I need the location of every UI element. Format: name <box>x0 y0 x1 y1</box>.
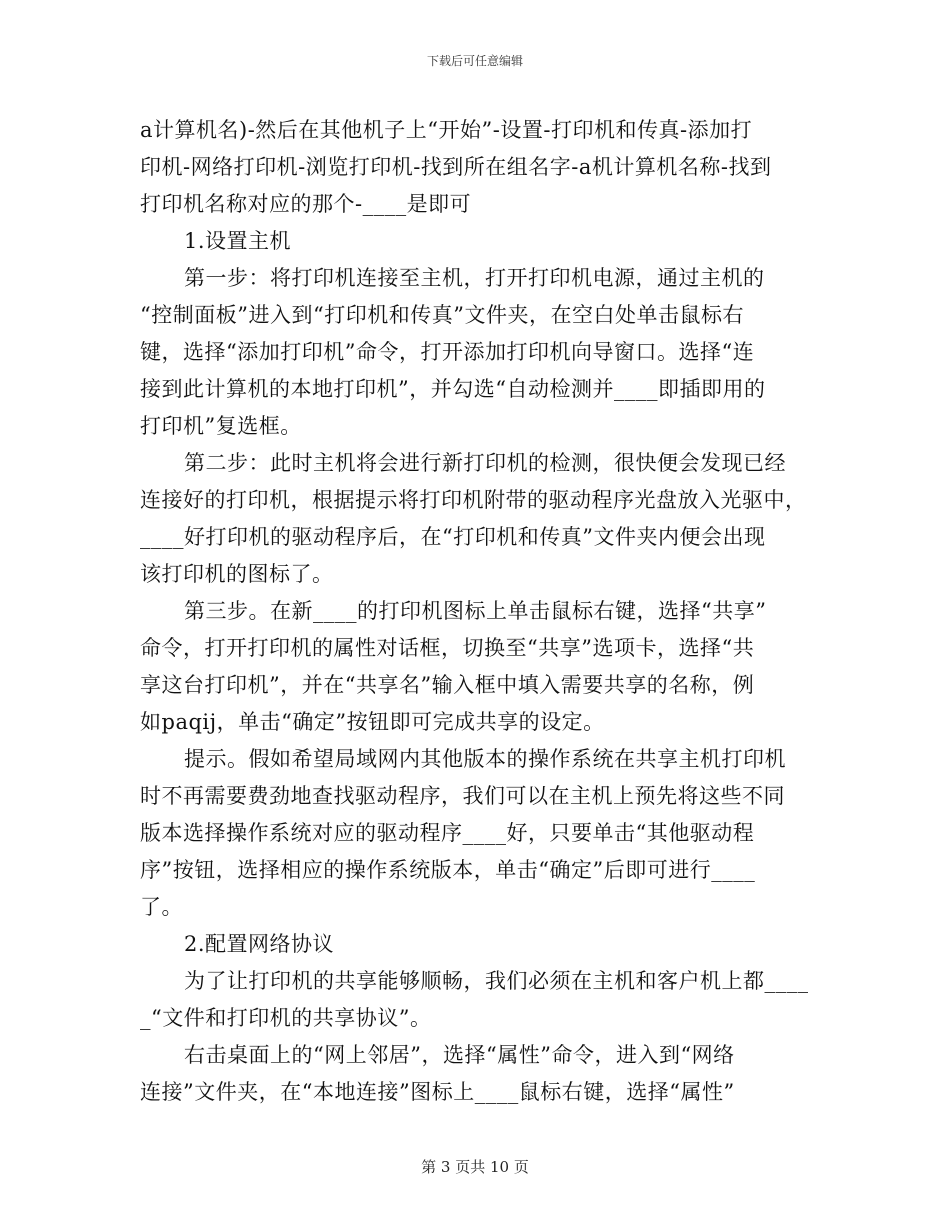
section-heading-1 <box>140 223 820 260</box>
line: 版本选择操作系统对应的驱动程序____好，只要单击“其他驱动程 <box>140 821 755 845</box>
line: 接到此计算机的本地打印机”，并勾选“自动检测并____即插即用的 <box>140 377 766 401</box>
line: 享这台打印机”，并在“共享名”输入框中填入需要共享的名称，例 <box>140 673 755 697</box>
line: 键，选择“添加打印机”命令，打开添加打印机向导窗口。选择“连 <box>140 340 755 364</box>
paragraph-1 <box>140 112 820 223</box>
section-heading-2 <box>140 926 820 963</box>
line: _“文件和打印机的共享协议”。 <box>140 1006 432 1030</box>
line: 第二步：此时主机将会进行新打印机的检测，很快便会发现已经 <box>184 451 786 475</box>
line: 印机-网络打印机-浏览打印机-找到所在组名字-a机计算机名称-找到 <box>140 155 772 179</box>
paragraph-step-2 <box>140 445 820 593</box>
paragraph-tip <box>140 741 820 926</box>
page-footer: 第 3 页共 10 页 <box>421 1158 529 1176</box>
line: 2.配置网络协议 <box>184 932 335 956</box>
line: 连接好的打印机，根据提示将打印机附带的驱动程序光盘放入光驱中， <box>140 488 807 512</box>
line: 第一步：将打印机连接至主机，打开打印机电源，通过主机的 <box>184 266 765 290</box>
line: a计算机名)-然后在其他机子上“开始”-设置-打印机和传真-添加打 <box>140 118 753 142</box>
line: “控制面板”进入到“打印机和传真”文件夹，在空白处单击鼠标右 <box>140 303 744 327</box>
paragraph-network <box>140 1037 820 1111</box>
line: 1.设置主机 <box>184 229 292 253</box>
line: ____好打印机的驱动程序后，在“打印机和传真”文件夹内便会出现 <box>140 525 766 549</box>
line: 打印机名称对应的那个-____是即可 <box>140 192 472 216</box>
page-header: 下载后可任意编辑 <box>426 54 523 68</box>
paragraph-protocol <box>140 963 820 1037</box>
line: 提示。假如希望局域网内其他版本的操作系统在共享主机打印机 <box>184 747 786 771</box>
line: 时不再需要费劲地查找驱动程序，我们可以在主机上预先将这些不同 <box>140 784 785 808</box>
line: 打印机”复选框。 <box>140 414 302 438</box>
line: 连接”文件夹，在“本地连接”图标上____鼠标右键，选择“属性” <box>140 1080 735 1104</box>
line: 序”按钮，选择相应的操作系统版本，单击“确定”后即可进行____ <box>140 858 756 882</box>
line: 命令，打开打印机的属性对话框，切换至“共享”选项卡，选择“共 <box>140 636 755 660</box>
line: 右击桌面上的“网上邻居”，选择“属性”命令，进入到“网络 <box>184 1043 735 1067</box>
line: 如paqij，单击“确定”按钮即可完成共享的设定。 <box>140 710 605 734</box>
line: 第三步。在新____的打印机图标上单击鼠标右键，选择“共享” <box>184 599 767 623</box>
line: 了。 <box>140 895 183 919</box>
paragraph-step-3 <box>140 593 820 741</box>
document-body <box>140 112 820 1111</box>
line: 为了让打印机的共享能够顺畅，我们必须在主机和客户机上都____ <box>184 969 809 993</box>
line: 该打印机的图标了。 <box>140 562 334 586</box>
paragraph-step-1 <box>140 260 820 445</box>
